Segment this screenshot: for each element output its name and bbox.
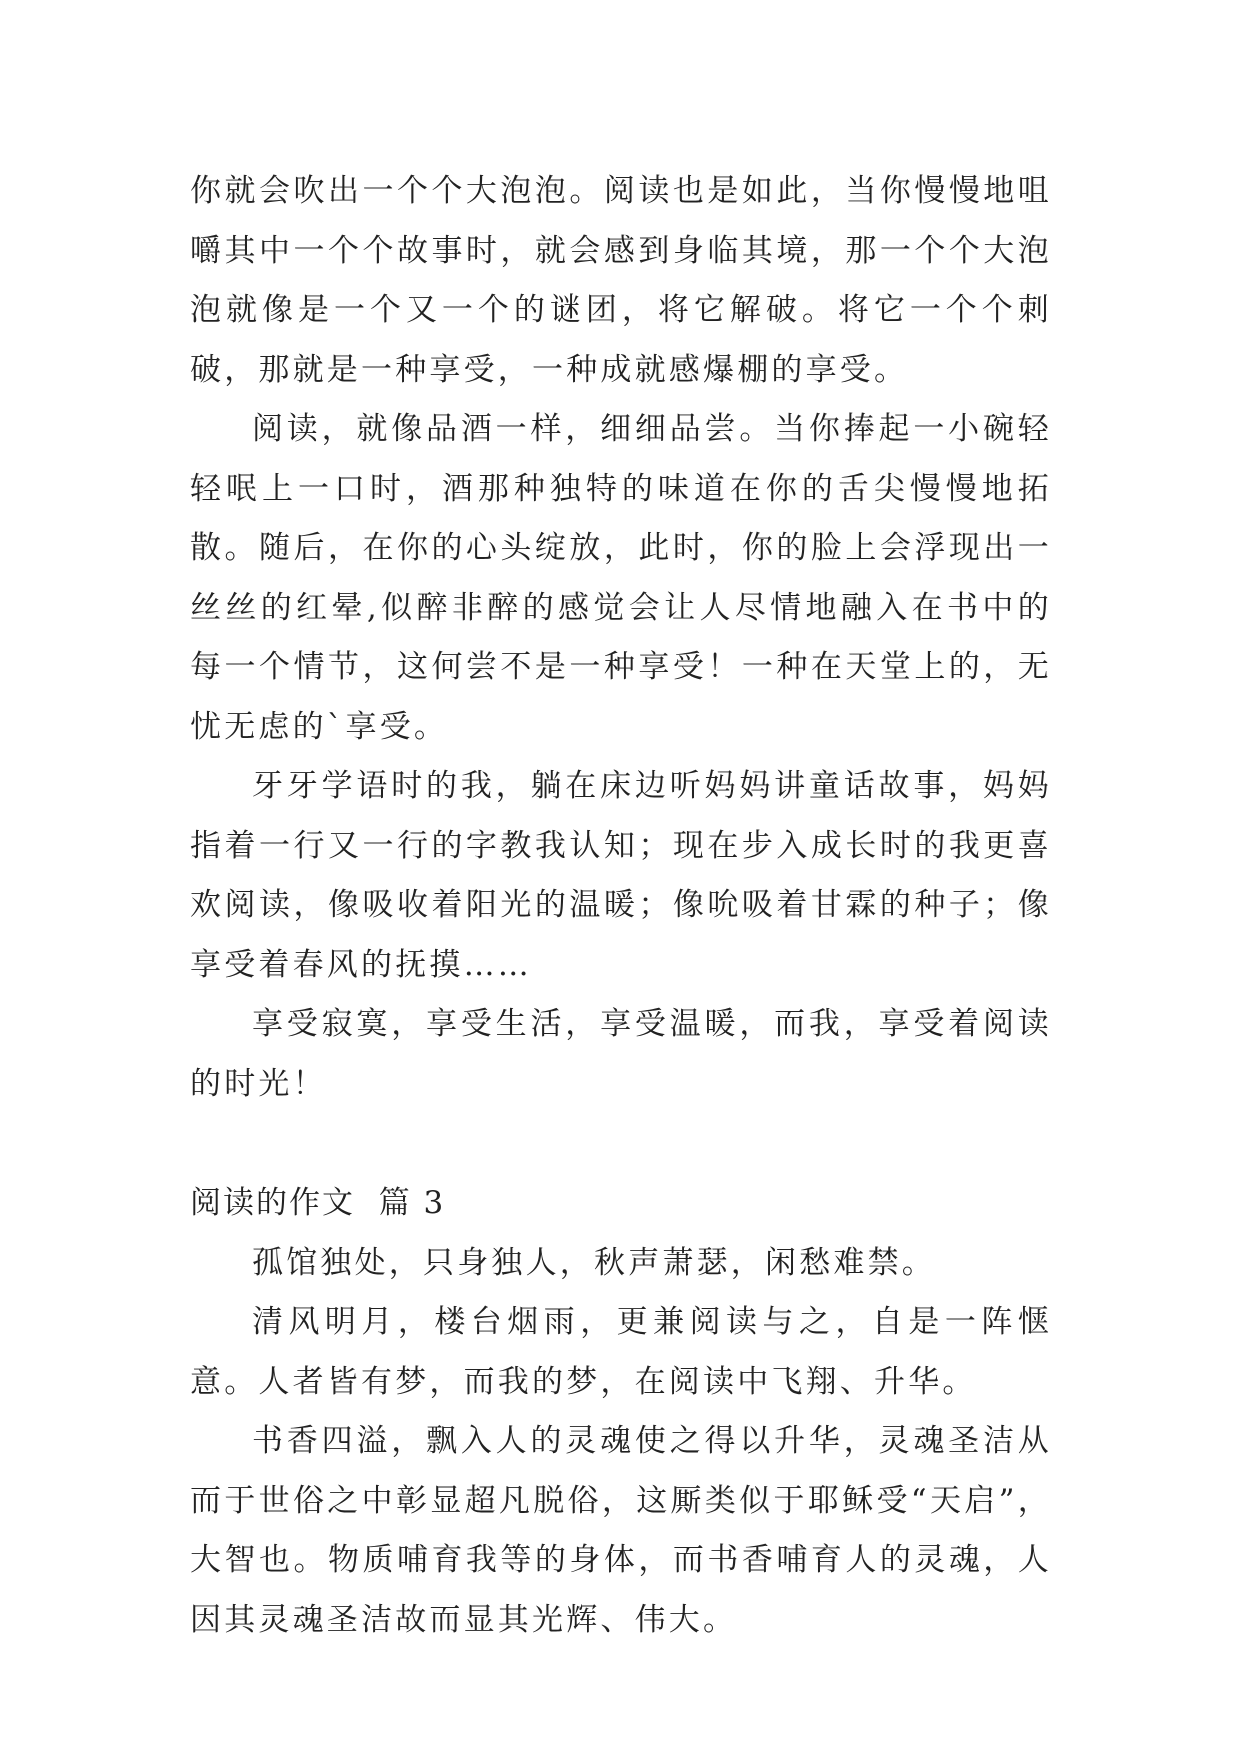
paragraph-solitude: 孤馆独处，只身独人，秋声萧瑟，闲愁难禁。 [252,1244,936,1281]
paragraph-childhood: 牙牙学语时的我，躺在床边听妈妈讲童话故事，妈妈指着一行又一行的字教我认知；现在步入成长时的我更喜欢阅读，像吸收着阳光的温暖；像吮吸着甘霖的种子；像享受着春风的抚摸…… [190,768,1052,983]
paragraph-continued: 你就会吹出一个个大泡泡。阅读也是如此，当你慢慢地咀嚼其中一个个故事时，就会感到身临其境，那一个个大泡泡就像是一个又一个的谜团，将它解破。将它一个个刺破，那就是一种享受，一种成就感爆棚的享受。 [190,173,1052,388]
paragraph-breeze: 清风明月，楼台烟雨，更兼阅读与之，自是一阵惬意。人者皆有梦，而我的梦，在阅读中飞翔、升华。 [190,1304,1052,1400]
document-body [190,162,1052,1650]
paragraph-book-fragrance: 书香四溢，飘入人的灵魂使之得以升华，灵魂圣洁从而于世俗之中彰显超凡脱俗，这厮类似于耶稣受“天启”，大智也。物质哺育我等的身体，而书香哺育人的灵魂，人因其灵魂圣洁故而显其光辉、伟大。 [190,1423,1052,1638]
paragraph-wine: 阅读，就像品酒一样，细细品尝。当你捧起一小碗轻轻呡上一口时，酒那种独特的味道在你的舌尖慢慢地拓散。随后，在你的心头绽放，此时，你的脸上会浮现出一丝丝的红晕,似醉非醉的感觉会让人尽情地融入在书中的每一个情节，这何尝不是一种享受！一种在天堂上的，无忧无虑的`享受。 [190,411,1052,745]
paragraph-enjoy-reading: 享受寂寞，享受生活，享受温暖，而我，享受着阅读的时光！ [190,1006,1052,1102]
section-gap [190,1114,1052,1174]
section-heading: 阅读的作文 篇 3 [190,1185,446,1221]
